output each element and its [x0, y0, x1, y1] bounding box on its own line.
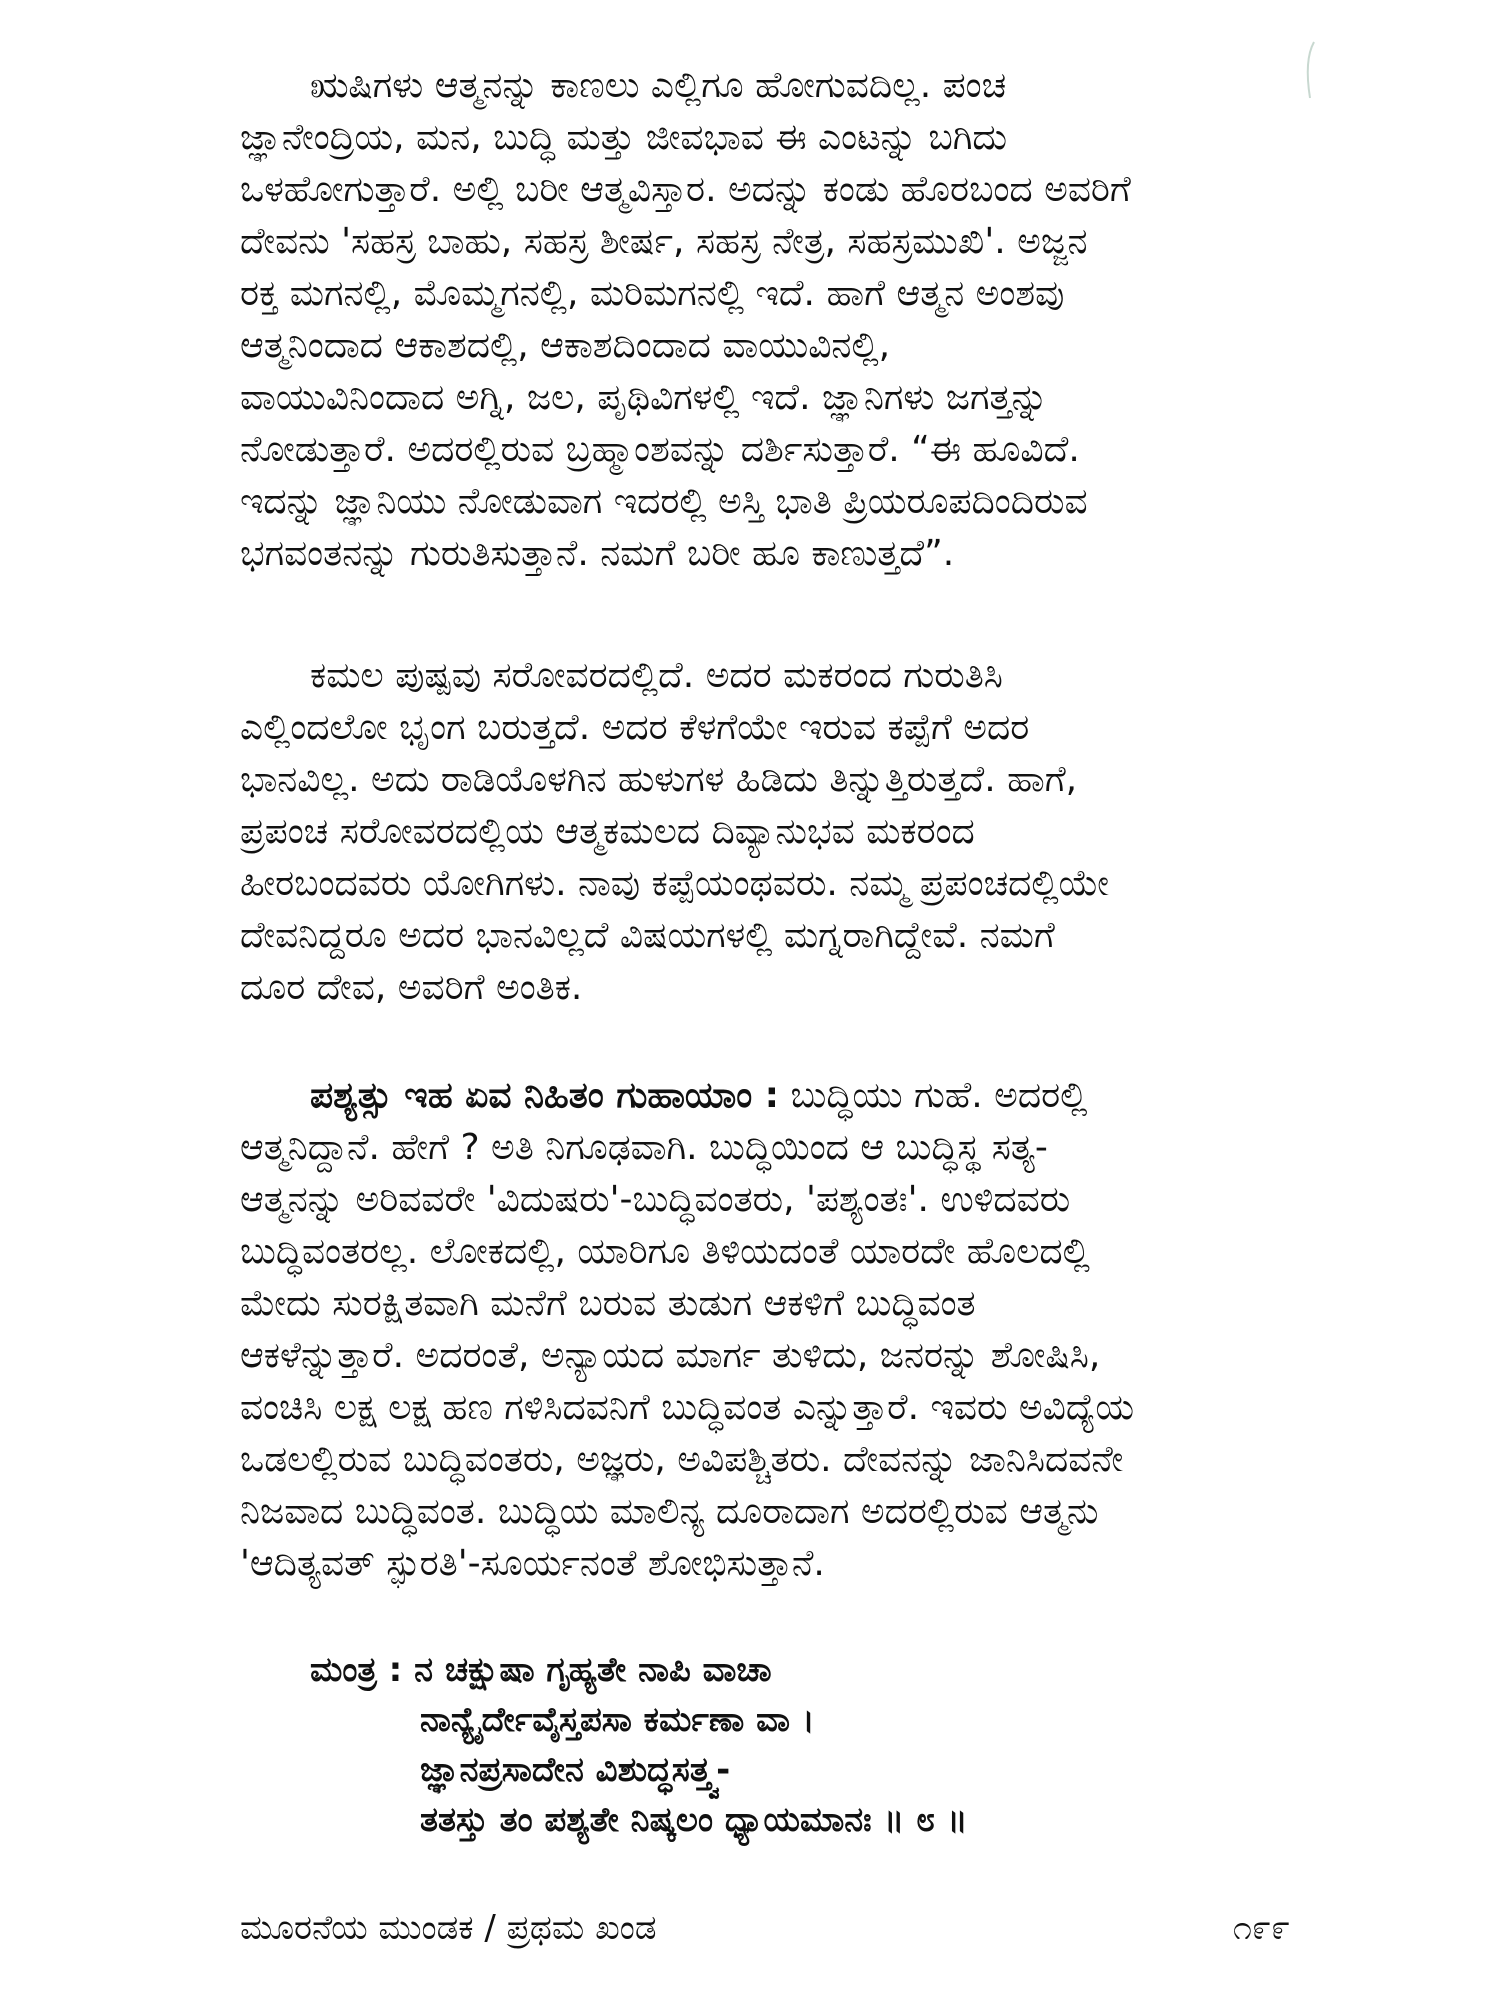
text-run: ನ ಚಕ್ಷುಷಾ ಗೃಹ್ಯತೇ ನಾಪಿ ವಾಚಾ — [414, 1650, 772, 1690]
mantra-label: ಮಂತ್ರ : — [310, 1650, 403, 1690]
page-number: ೧೯೯ — [1232, 1908, 1290, 1948]
mantra-line: ನಾನ್ಯೈರ್ದೇವೈಸ್ತಪಸಾ ಕರ್ಮಣಾ ವಾ । — [420, 1700, 815, 1740]
text-line: ಒಡಲಲ್ಲಿರುವ ಬುದ್ಧಿವಂತರು, ಅಜ್ಞರು, ಅವಿಪಶ್ಚಿತರು. ದೇವನನ್ನು ಜಾನಿಸಿದವನೇ — [240, 1439, 1124, 1480]
text-line: ಮೇದು ಸುರಕ್ಷಿತವಾಗಿ ಮನೆಗೆ ಬರುವ ತುಡುಗ ಆಕಳಿಗೆ ಬುದ್ಧಿವಂತ — [240, 1283, 976, 1324]
page-footer — [240, 1908, 1290, 1958]
text-line: ರಕ್ತ ಮಗನಲ್ಲಿ, ಮೊಮ್ಮಗನಲ್ಲಿ, ಮರಿಮಗನಲ್ಲಿ ಇದೆ. ಹಾಗೆ ಆತ್ಮನ ಅಂಶವು — [240, 273, 1065, 314]
text-line: ಆತ್ಮನಿದ್ದಾನೆ. ಹೇಗೆ ? ಅತಿ ನಿಗೂಢವಾಗಿ. ಬುದ್ಧಿಯಿಂದ ಆ ಬುದ್ಧಿಸ್ಥ ಸತ್ಯ- — [240, 1127, 1048, 1168]
text-line: ಆತ್ಮನಿಂದಾದ ಆಕಾಶದಲ್ಲಿ, ಆಕಾಶದಿಂದಾದ ವಾಯುವಿನಲ್ಲಿ, — [240, 325, 891, 366]
text-line: ಆತ್ಮನನ್ನು ಅರಿವವರೇ 'ವಿದುಷರು'-ಬುದ್ಧಿವಂತರು, 'ಪಶ್ಯಂತಃ'. ಉಳಿದವರು — [240, 1179, 1071, 1220]
verse-heading: ಪಶ್ಯತ್ಸು ಇಹ ಏವ ನಿಹಿತಂ ಗುಹಾಯಾಂ : — [310, 1075, 780, 1116]
text-line: ಋಷಿಗಳು ಆತ್ಮನನ್ನು ಕಾಣಲು ಎಲ್ಲಿಗೂ ಹೋಗುವದಿಲ್ಲ. ಪಂಚ — [310, 65, 1007, 106]
paragraph-atman-vision — [240, 60, 1290, 580]
text-line — [240, 1070, 1290, 1122]
text-line: ವಂಚಿಸಿ ಲಕ್ಷ ಲಕ್ಷ ಹಣ ಗಳಿಸಿದವನಿಗೆ ಬುದ್ಧಿವಂತ ಎನ್ನುತ್ತಾರೆ. ಇವರು ಅವಿದ್ಯೆಯ — [240, 1387, 1135, 1428]
text-line: ದೇವನಿದ್ದರೂ ಅದರ ಭಾನವಿಲ್ಲದೆ ವಿಷಯಗಳಲ್ಲಿ ಮಗ್ನರಾಗಿದ್ದೇವೆ. ನಮಗೆ — [240, 915, 1055, 956]
text-line: ನೋಡುತ್ತಾರೆ. ಅದರಲ್ಲಿರುವ ಬ್ರಹ್ಮಾಂಶವನ್ನು ದರ್ಶಿಸುತ್ತಾರೆ. “ಈ ಹೂವಿದೆ. — [240, 429, 1080, 470]
text-line: ಪ್ರಪಂಚ ಸರೋವರದಲ್ಲಿಯ ಆತ್ಮಕಮಲದ ದಿವ್ಯಾನುಭವ ಮಕರಂದ — [240, 811, 975, 852]
text-line: ದೂರ ದೇವ, ಅವರಿಗೆ ಅಂತಿಕ. — [240, 967, 583, 1008]
text-line: ಭಗವಂತನನ್ನು ಗುರುತಿಸುತ್ತಾನೆ. ನಮಗೆ ಬರೀ ಹೂ ಕಾಣುತ್ತದೆ”. — [240, 533, 955, 574]
text-line: ಹೀರಬಂದವರು ಯೋಗಿಗಳು. ನಾವು ಕಪ್ಪೆಯಂಥವರು. ನಮ್ಮ ಪ್ರಪಂಚದಲ್ಲಿಯೇ — [240, 863, 1110, 904]
mantra-line: ಜ್ಞಾನಪ್ರಸಾದೇನ ವಿಶುದ್ಧಸತ್ತ್ವ- — [420, 1750, 731, 1790]
footer-section-title: ಮೂರನೆಯ ಮುಂಡಕ / ಪ್ರಥಮ ಖಂಡ — [240, 1908, 657, 1948]
text-line: ಎಲ್ಲಿಂದಲೋ ಭೃಂಗ ಬರುತ್ತದೆ. ಅದರ ಕೆಳಗೆಯೇ ಇರುವ ಕಪ್ಪೆಗೆ ಅದರ — [240, 707, 1030, 748]
text-run: ಬುದ್ಧಿಯು ಗುಹೆ. ಅದರಲ್ಲಿ — [779, 1075, 1088, 1116]
text-line: ಭಾನವಿಲ್ಲ. ಅದು ರಾಡಿಯೊಳಗಿನ ಹುಳುಗಳ ಹಿಡಿದು ತಿನ್ನುತ್ತಿರುತ್ತದೆ. ಹಾಗೆ, — [240, 759, 1078, 800]
text-line: ಒಳಹೋಗುತ್ತಾರೆ. ಅಲ್ಲಿ ಬರೀ ಆತ್ಮವಿಸ್ತಾರ. ಅದನ್ನು ಕಂಡು ಹೊರಬಂದ ಅವರಿಗೆ — [240, 169, 1131, 210]
text-line: ಆಕಳೆನ್ನುತ್ತಾರೆ. ಅದರಂತೆ, ಅನ್ಯಾಯದ ಮಾರ್ಗ ತುಳಿದು, ಜನರನ್ನು ಶೋಷಿಸಿ, — [240, 1335, 1101, 1376]
text-line: ವಾಯುವಿನಿಂದಾದ ಅಗ್ನಿ, ಜಲ, ಪೃಥಿವಿಗಳಲ್ಲಿ ಇದೆ. ಜ್ಞಾನಿಗಳು ಜಗತ್ತನ್ನು — [240, 377, 1048, 418]
text-line: ದೇವನು 'ಸಹಸ್ರ ಬಾಹು, ಸಹಸ್ರ ಶೀರ್ಷ, ಸಹಸ್ರ ನೇತ್ರ, ಸಹಸ್ರಮುಖಿ'. ಅಜ್ಜನ — [240, 221, 1088, 262]
text-line: 'ಆದಿತ್ಯವತ್ ಸ್ಫುರತಿ'-ಸೂರ್ಯನಂತೆ ಶೋಭಿಸುತ್ತಾನೆ. — [240, 1543, 825, 1584]
paragraph-intellect-cave — [240, 1070, 1290, 1590]
text-line: ಬುದ್ಧಿವಂತರಲ್ಲ. ಲೋಕದಲ್ಲಿ, ಯಾರಿಗೂ ತಿಳಿಯದಂತೆ ಯಾರದೇ ಹೊಲದಲ್ಲಿ — [240, 1231, 1090, 1272]
text-line: ಜ್ಞಾನೇಂದ್ರಿಯ, ಮನ, ಬುದ್ಧಿ ಮತ್ತು ಜೀವಭಾವ ಈ ಎಂಟನ್ನು ಬಗಿದು — [240, 117, 1008, 158]
text-line: ನಿಜವಾದ ಬುದ್ಧಿವಂತ. ಬುದ್ಧಿಯ ಮಾಲಿನ್ಯ ದೂರಾದಾಗ ಅದರಲ್ಲಿರುವ ಆತ್ಮನು — [240, 1491, 1099, 1532]
mantra-block — [310, 1645, 1290, 1845]
corner-pencil-mark — [1300, 40, 1320, 100]
document-page — [240, 60, 1290, 1960]
paragraph-lotus — [240, 650, 1290, 1014]
mantra-line — [310, 1645, 1290, 1695]
text-line: ಕಮಲ ಪುಷ್ಪವು ಸರೋವರದಲ್ಲಿದೆ. ಅದರ ಮಕರಂದ ಗುರುತಿಸಿ — [310, 655, 1003, 696]
text-line: ಇದನ್ನು ಜ್ಞಾನಿಯು ನೋಡುವಾಗ ಇದರಲ್ಲಿ ಅಸ್ತಿ ಭಾತಿ ಪ್ರಿಯರೂಪದಿಂದಿರುವ — [240, 481, 1088, 522]
mantra-line: ತತಸ್ತು ತಂ ಪಶ್ಯತೇ ನಿಷ್ಕಲಂ ಧ್ಯಾಯಮಾನಃ ॥ ೮ ॥ — [420, 1800, 968, 1840]
